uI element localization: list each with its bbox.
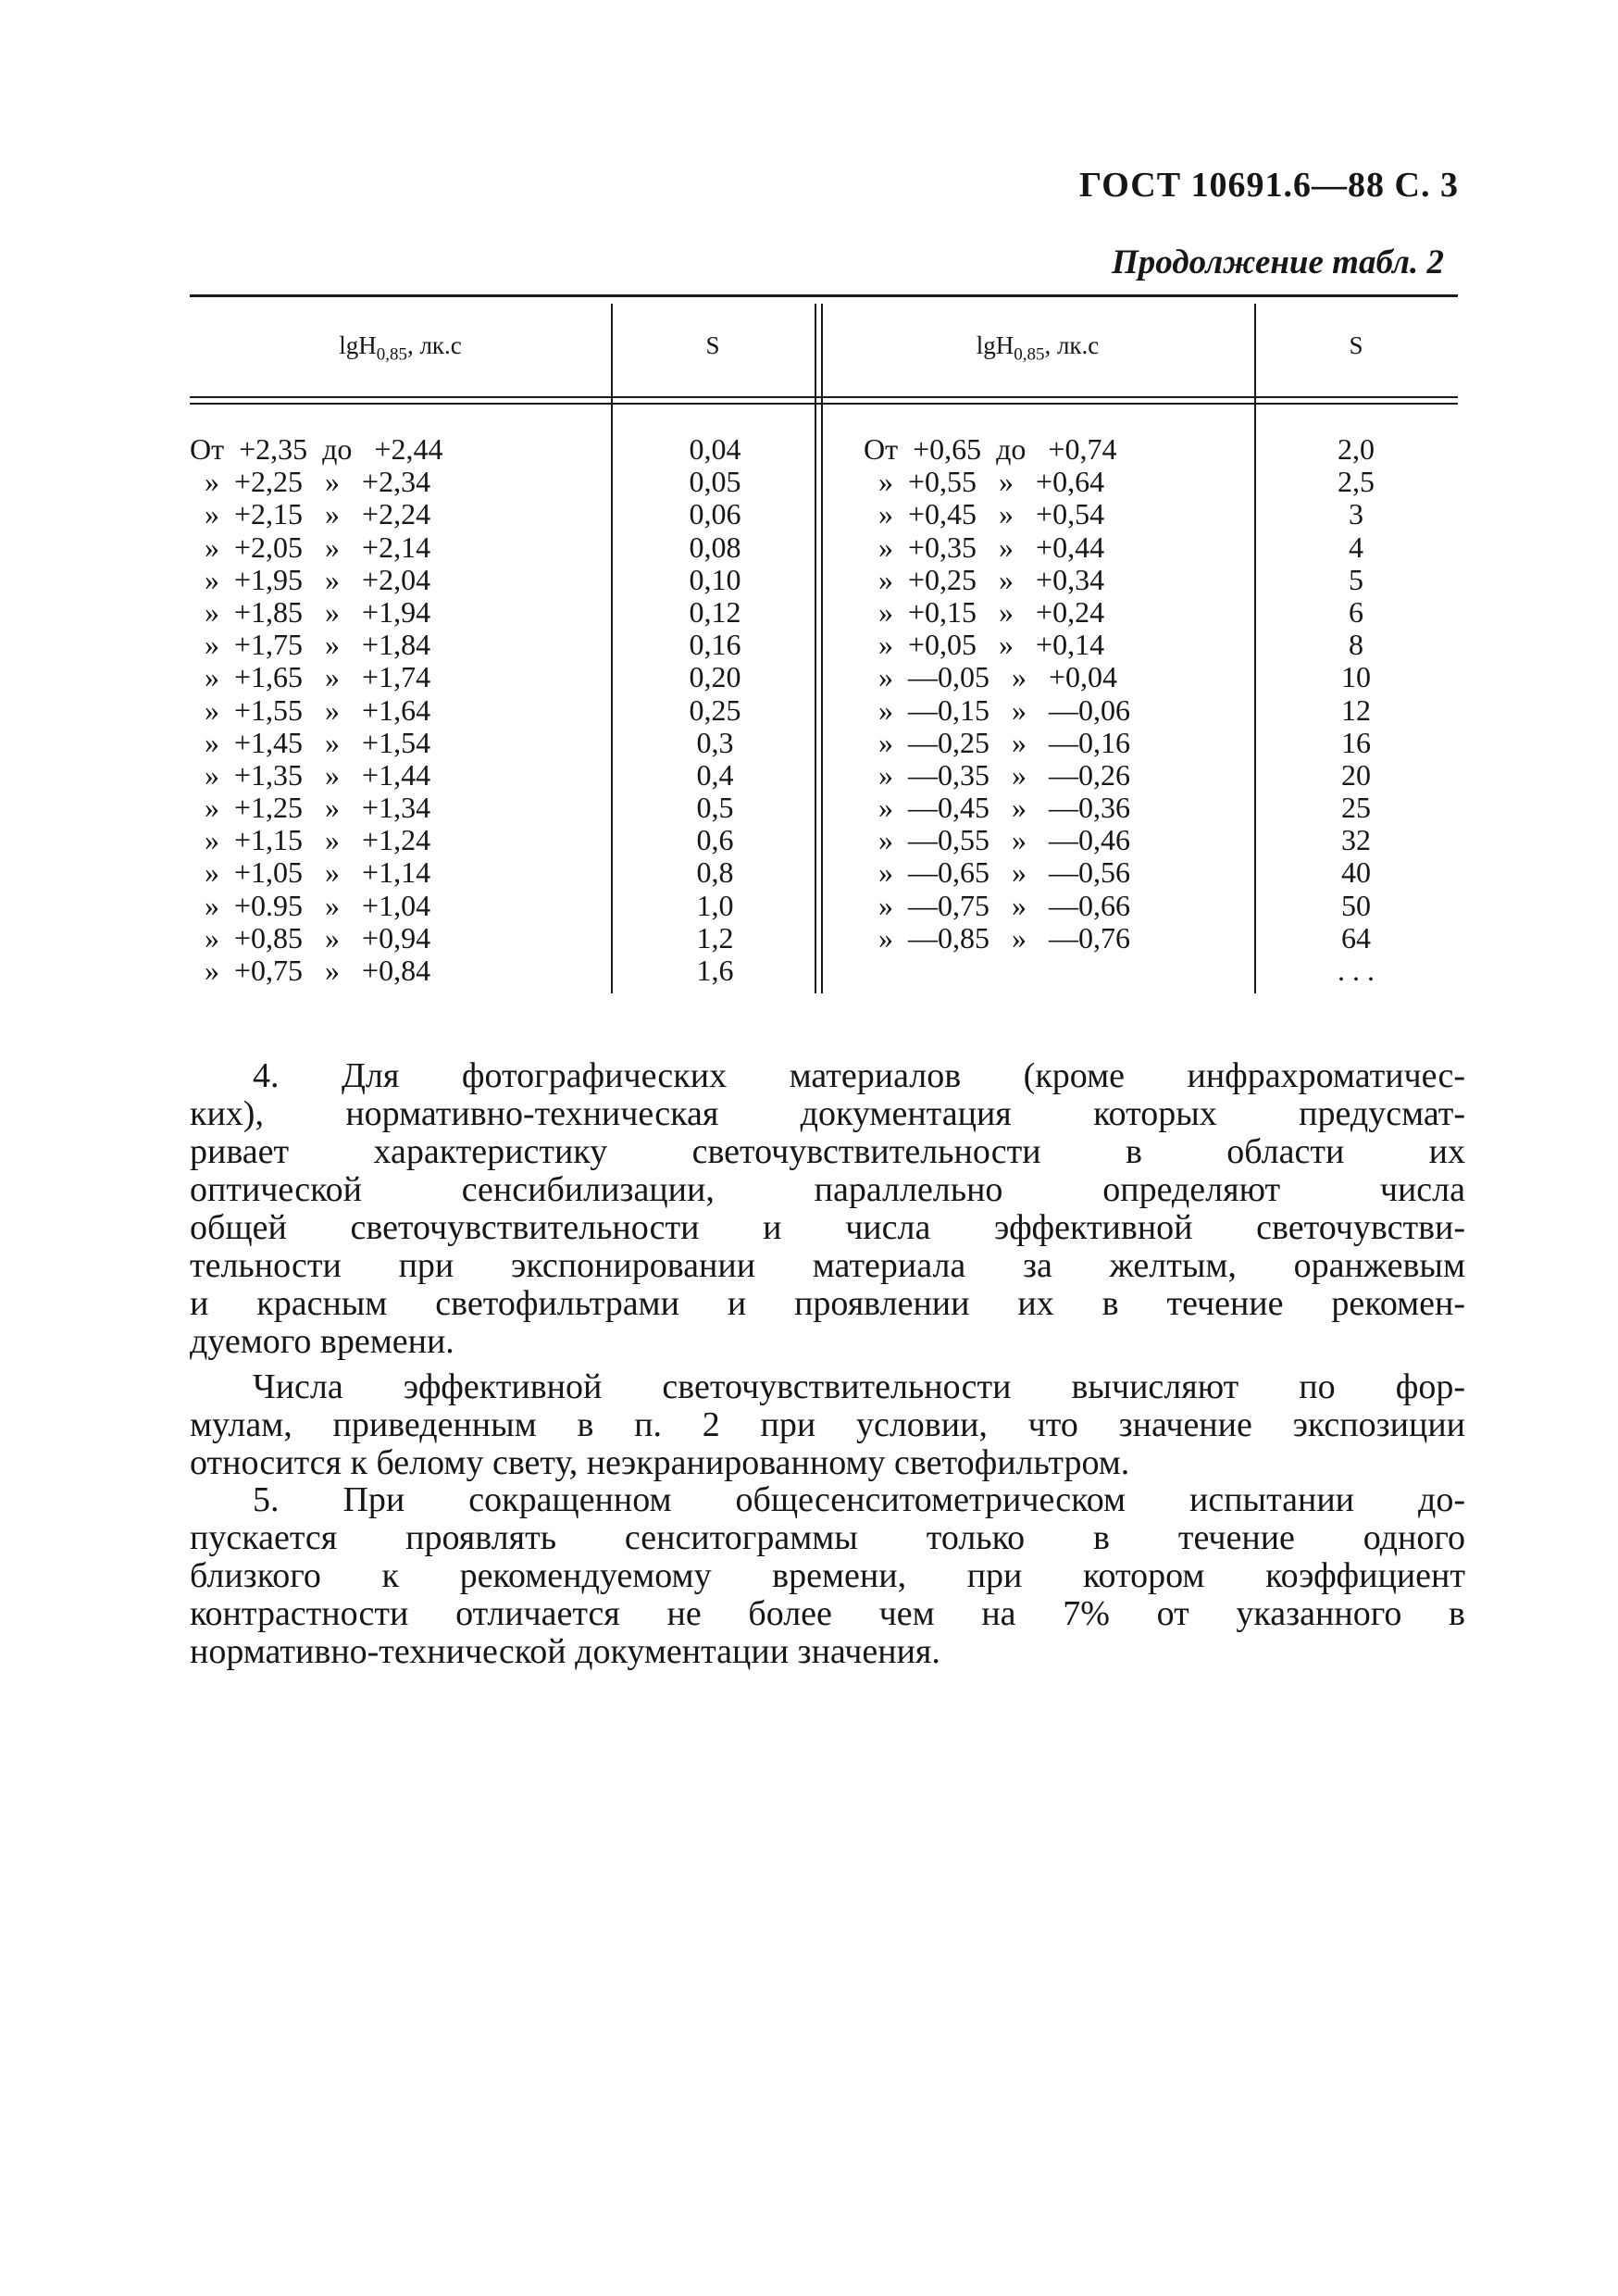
- text-line: 4. Для фотографических материалов (кроме инфрахроматичес-: [253, 1056, 1465, 1095]
- table-cell-s: 1,6: [696, 954, 734, 987]
- table-cell-s: 0,10: [689, 562, 741, 596]
- table-cell-range: » —0,85 » —0,76: [864, 920, 1130, 955]
- text-line: пускается проявлять сенситограммы только в течение одного: [190, 1518, 1465, 1557]
- table-cell-s: 0,25: [689, 693, 741, 727]
- table-cell-range: » +1,15 » +1,24: [190, 823, 431, 857]
- paragraph-4-continued: [190, 1368, 1465, 1482]
- table-cell-range: » —0,65 » —0,56: [864, 855, 1130, 890]
- table-cell-range: » +0,25 » +0,34: [864, 562, 1105, 596]
- table-cell-range: » +0,55 » +0,64: [864, 465, 1105, 499]
- table-cell-s: 1,0: [696, 888, 734, 922]
- table-cell-s: 3: [1349, 497, 1363, 531]
- table-cell-range: » +1,85 » +1,94: [190, 594, 431, 629]
- header-s-right: S: [1349, 331, 1363, 359]
- text-line: нормативно-технической документации значения.: [190, 1632, 940, 1671]
- text-line: тельности при экспонировании материала за желтым, оранжевым: [190, 1246, 1465, 1285]
- text-line: Числа эффективной светочувствительности вычисляют по фор-: [253, 1367, 1465, 1406]
- header-s-left: S: [705, 331, 720, 359]
- table-cell-range: » —0,25 » —0,16: [864, 725, 1130, 759]
- table-cell-s: 25: [1341, 791, 1371, 825]
- table-cell-s: 0,05: [689, 465, 741, 499]
- table-header-rule: [190, 396, 1458, 398]
- table-cell-s: 0,3: [696, 725, 734, 759]
- table-cell-range: » —0,55 » —0,46: [864, 823, 1130, 857]
- table-cell-range: От +0,65 до +0,74: [864, 432, 1117, 466]
- left-range-column: [190, 433, 606, 987]
- text-line: близкого к рекомендуемому времени, при котором коэффициент: [190, 1556, 1465, 1595]
- table-cell-range: » +1,65 » +1,74: [190, 660, 431, 694]
- table-cell-range: » —0,15 » —0,06: [864, 693, 1130, 727]
- table-cell-range: » +0,35 » +0,44: [864, 530, 1105, 564]
- table-cell-range: » +0,05 » +0,14: [864, 628, 1105, 662]
- table-cell-s: 4: [1349, 530, 1363, 564]
- table-cell-range: » —0,05 » +0,04: [864, 660, 1118, 694]
- table-divider-double: [821, 304, 823, 993]
- table-cell-range: » +1,95 » +2,04: [190, 562, 431, 596]
- right-range-column: [864, 433, 1252, 955]
- table-cell-s: 12: [1341, 693, 1371, 727]
- table-cell-s: 32: [1341, 823, 1371, 857]
- table-cell-s: 16: [1341, 725, 1371, 759]
- table-cell-s: 0,08: [689, 530, 741, 564]
- table-cell-s: 50: [1341, 888, 1371, 922]
- sensitivity-table: [190, 294, 1458, 993]
- table-cell-s: 2,5: [1338, 465, 1375, 499]
- paragraph-4: [190, 1057, 1465, 1361]
- table-cell-s: 64: [1341, 920, 1371, 955]
- table-cell-s: 8: [1349, 628, 1363, 662]
- text-line: ких), нормативно-техническая документация которых предусмат-: [190, 1094, 1465, 1133]
- table-cell-range: » —0,35 » —0,26: [864, 757, 1130, 792]
- table-top-rule: [190, 294, 1458, 297]
- text-line: мулам, приведенным в п. 2 при условии, что значение экспозиции: [190, 1405, 1465, 1444]
- table-cell-range: » +1,25 » +1,34: [190, 791, 431, 825]
- table-cell-range: От +2,35 до +2,44: [190, 432, 443, 466]
- table-cell-s: 20: [1341, 757, 1371, 792]
- table-cell-range: » +1,35 » +1,44: [190, 757, 431, 792]
- text-line: оптической сенсибилизации, параллельно определяют числа: [190, 1170, 1465, 1209]
- table-cell-s: 10: [1341, 660, 1371, 694]
- table-cell-range: » +2,25 » +2,34: [190, 465, 431, 499]
- paragraph-5: [190, 1481, 1465, 1671]
- table-cell-s: 0,16: [689, 628, 741, 662]
- table-cell-range: » +1,75 » +1,84: [190, 628, 431, 662]
- text-line: и красным светофильтрами и проявлении их в течение рекомен-: [190, 1284, 1465, 1323]
- table-cell-range: » +0,75 » +0,84: [190, 954, 431, 987]
- table-cell-s: . . .: [1338, 954, 1375, 987]
- text-line: относится к белому свету, неэкранированному светофильтром.: [190, 1443, 1130, 1482]
- table-cell-range: » +0,85 » +0,94: [190, 920, 431, 955]
- table-cell-s: 1,2: [696, 920, 734, 955]
- table-cell-s: 0,06: [689, 497, 741, 531]
- table-cell-s: 0,5: [696, 791, 734, 825]
- running-title: ГОСТ 10691.6—88 С. 3: [1079, 166, 1459, 205]
- header-lgh-left: lgH$_{0,85}$, лк.с: [339, 331, 462, 365]
- table-cell-range: » +0,15 » +0,24: [864, 594, 1105, 629]
- table-cell-range: » +1,45 » +1,54: [190, 725, 431, 759]
- table-caption: Продолжение табл. 2: [1112, 243, 1444, 281]
- table-cell-s: 0,04: [689, 432, 741, 466]
- text-line: общей светочувствительности и числа эффективной светочувстви-: [190, 1208, 1465, 1247]
- text-line: 5. При сокращенном общесенситометрическом испытании до-: [253, 1480, 1465, 1519]
- table-cell-s: 0,6: [696, 823, 734, 857]
- table-cell-s: 0,20: [689, 660, 741, 694]
- table-cell-s: 40: [1341, 855, 1371, 890]
- table-cell-range: » +1,05 » +1,14: [190, 855, 431, 890]
- table-cell-s: 6: [1349, 594, 1363, 629]
- table-cell-s: 2,0: [1338, 432, 1375, 466]
- right-s-column: [1254, 433, 1458, 987]
- table-cell-range: » +2,15 » +2,24: [190, 497, 431, 531]
- table-cell-range: » —0,45 » —0,36: [864, 791, 1130, 825]
- table-cell-range: » +0,45 » +0,54: [864, 497, 1105, 531]
- table-cell-s: 0,4: [696, 757, 734, 792]
- text-line: дуемого времени.: [190, 1322, 454, 1361]
- table-cell-range: » +1,55 » +1,64: [190, 693, 431, 727]
- header-lgh-right: lgH$_{0,85}$, лк.с: [976, 331, 1100, 365]
- left-s-column: [611, 433, 819, 987]
- table-cell-s: 0,12: [689, 594, 741, 629]
- table-cell-range: » +2,05 » +2,14: [190, 530, 431, 564]
- table-cell-s: 0,8: [696, 855, 734, 890]
- text-line: контрастности отличается не более чем на 7% от указанного в: [190, 1594, 1465, 1633]
- table-cell-range: » —0,75 » —0,66: [864, 888, 1130, 922]
- text-line: ривает характеристику светочувствительности в области их: [190, 1132, 1465, 1171]
- table-cell-s: 5: [1349, 562, 1363, 596]
- table-cell-range: » +0.95 » +1,04: [190, 888, 431, 922]
